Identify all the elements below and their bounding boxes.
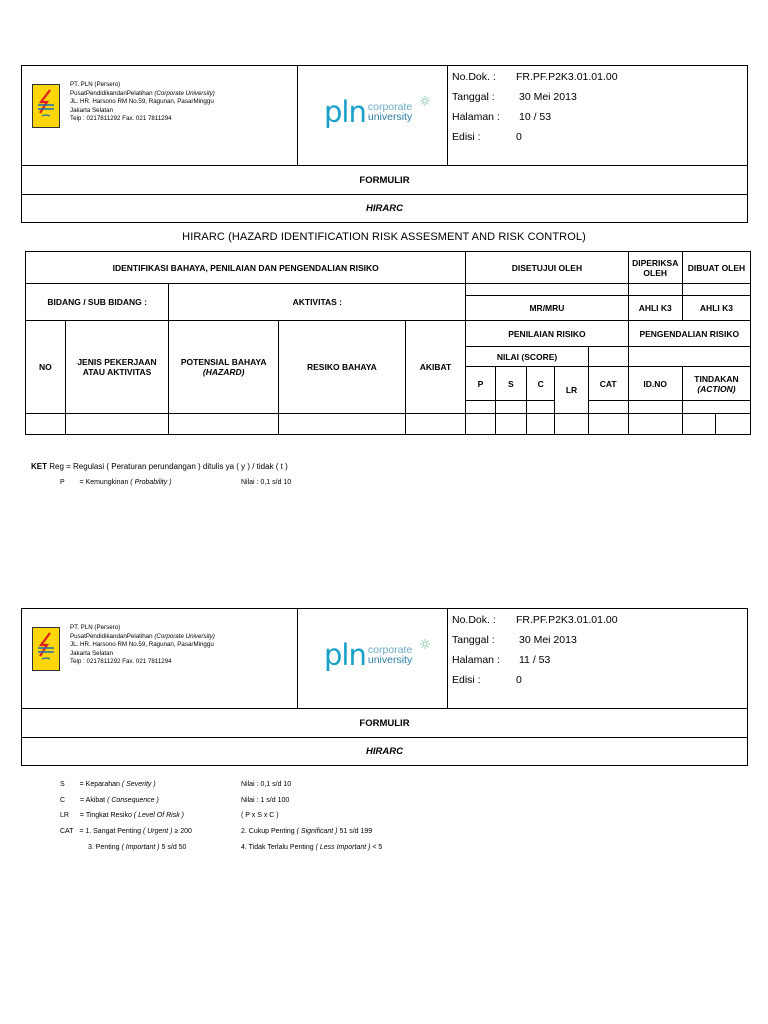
ket-s-key: S bbox=[60, 781, 65, 788]
col-lr: LR bbox=[555, 367, 588, 414]
ket-p-key: P bbox=[60, 479, 65, 486]
company-unit: PusatPendidikandanPelatihan bbox=[70, 632, 153, 640]
no-dok-value: FR.PF.P2K3.01.01.00 bbox=[516, 71, 618, 83]
company-name: PT. PLN (Persero) bbox=[70, 624, 121, 631]
col-potensial-bahaya: POTENSIAL BAHAYA (HAZARD) bbox=[169, 321, 279, 414]
ahli-k3-label-2: AHLI K3 bbox=[682, 296, 750, 321]
company-info bbox=[22, 66, 298, 165]
pengendalian-risiko-header: PENGENDALIAN RISIKO bbox=[628, 321, 750, 347]
cell-tindakan-2[interactable] bbox=[716, 414, 751, 435]
ket-lr-key: LR bbox=[60, 812, 69, 819]
company-city: Jakarta Selatan bbox=[70, 649, 113, 657]
tanggal-label: Tanggal : bbox=[452, 91, 495, 103]
cell-p[interactable] bbox=[466, 414, 495, 435]
ket-reg-text: Reg = Regulasi ( Peraturan perundangan ) ditulis ya ( y ) / tidak ( t ) bbox=[49, 462, 288, 471]
halaman-value: 11 / 53 bbox=[519, 654, 551, 666]
halaman-value: 10 / 53 bbox=[519, 111, 552, 123]
form-name: HIRARC bbox=[22, 194, 747, 222]
ket-cat3-text: 3. Penting bbox=[88, 844, 122, 851]
halaman-label: Halaman : bbox=[452, 111, 500, 123]
company-city: Jakarta Selatan bbox=[70, 106, 113, 114]
ket-lr-text: = Tingkat Resiko bbox=[79, 812, 134, 819]
ket-label: KET bbox=[31, 462, 47, 471]
cell-akibat[interactable] bbox=[405, 414, 466, 435]
ket-cat-key: CAT bbox=[60, 828, 74, 835]
cell-id-no[interactable] bbox=[628, 414, 682, 435]
col-id-no: ID.NO bbox=[628, 367, 682, 401]
edisi-label: Edisi : bbox=[452, 674, 481, 686]
col-p: P bbox=[466, 367, 495, 401]
ket-cat bbox=[60, 828, 192, 835]
cell-c[interactable] bbox=[527, 414, 555, 435]
company-address: JL. HR. Harsono RM No.59, Ragunan, PasarMinggu bbox=[70, 641, 214, 649]
ket-cat2 bbox=[241, 828, 372, 835]
ket-c-text-en: ( Consequence ) bbox=[107, 797, 159, 804]
ket-cat2-range: 51 s/d 199 bbox=[337, 828, 373, 835]
document-meta bbox=[448, 609, 747, 708]
ket-cat2-en: ( Significant ) bbox=[296, 828, 338, 835]
ket-p bbox=[60, 479, 172, 486]
ket-cat3 bbox=[88, 844, 186, 851]
tanggal-label: Tanggal : bbox=[452, 634, 495, 646]
formulir-label: FORMULIR bbox=[359, 174, 410, 186]
diperiksa-header: DIPERIKSA OLEH bbox=[628, 252, 682, 284]
ket-cat3-range: 5 s/d 50 bbox=[159, 844, 187, 851]
tanggal-value: 30 Mei 2013 bbox=[519, 634, 577, 646]
ket-cat1-en: ( Urgent ) bbox=[142, 828, 173, 835]
ahli-k3-label-1: AHLI K3 bbox=[628, 296, 682, 321]
ket-s-text: = Keparahan bbox=[79, 781, 122, 788]
pln-logo-icon bbox=[32, 627, 60, 671]
ket-lr bbox=[60, 812, 184, 819]
ket-cat4 bbox=[241, 844, 382, 851]
company-phone: Telp : 0217811292 Fax. 021 7811294 bbox=[70, 658, 172, 666]
tanggal-value: 30 Mei 2013 bbox=[519, 91, 577, 103]
col-s: S bbox=[495, 367, 526, 401]
ket-c-range: Nilai : 1 s/d 100 bbox=[241, 797, 290, 804]
col-c: C bbox=[527, 367, 555, 401]
edisi-value: 0 bbox=[516, 674, 522, 686]
brand-sub-2: university bbox=[367, 111, 413, 123]
penilaian-risiko-header: PENILAIAN RISIKO bbox=[466, 321, 628, 347]
document-header-1 bbox=[21, 65, 748, 223]
sun-icon bbox=[420, 96, 430, 106]
ket-cat4-range: < 5 bbox=[370, 844, 383, 851]
company-address: JL. HR. Harsono RM No.59, Ragunan, PasarMinggu bbox=[70, 98, 214, 106]
ket-c bbox=[60, 797, 159, 804]
document-header-2 bbox=[21, 608, 748, 766]
brand-sub-2: university bbox=[367, 654, 413, 666]
ket-cat4-en: ( Less Important ) bbox=[315, 844, 371, 851]
ket-lr-text-en: ( Level Of Risk ) bbox=[133, 812, 184, 819]
table-row bbox=[26, 414, 751, 435]
company-unit-en: (Corporate University) bbox=[154, 632, 215, 640]
ket-p-text: = Kemungkinan bbox=[79, 479, 131, 486]
ket-cat2-text: 2. Cukup Penting bbox=[241, 828, 297, 835]
cell-resiko[interactable] bbox=[279, 414, 406, 435]
cell-no[interactable] bbox=[26, 414, 66, 435]
edisi-value: 0 bbox=[516, 131, 522, 143]
sun-icon bbox=[420, 639, 430, 649]
formulir-label: FORMULIR bbox=[359, 717, 410, 729]
brand-mark: pln bbox=[324, 95, 366, 129]
document-meta bbox=[448, 66, 747, 165]
no-dok-label: No.Dok. : bbox=[452, 614, 496, 626]
cell-cat[interactable] bbox=[588, 414, 628, 435]
brand-sub-1: corporate bbox=[367, 101, 413, 113]
mr-mru-label: MR/MRU bbox=[466, 296, 628, 321]
cell-jenis[interactable] bbox=[65, 414, 169, 435]
pln-corporate-university-logo bbox=[298, 66, 448, 165]
ket-p-text-en: ( Probability ) bbox=[130, 479, 172, 486]
ket-cat1-range: ≥ 200 bbox=[172, 828, 192, 835]
brand-sub-1: corporate bbox=[367, 644, 413, 656]
form-name: HIRARC bbox=[22, 737, 747, 765]
ket-cat4-text: 4. Tidak Terlalu Penting bbox=[241, 844, 316, 851]
col-jenis-pekerjaan: JENIS PEKERJAAN ATAU AKTIVITAS bbox=[65, 321, 169, 414]
ket-cat3-en: ( Important ) bbox=[121, 844, 160, 851]
disetujui-header: DISETUJUI OLEH bbox=[466, 252, 628, 284]
ket-cat1-text: = 1. Sangat Penting bbox=[79, 828, 143, 835]
ket-p-range: Nilai : 0,1 s/d 10 bbox=[241, 479, 292, 486]
col-no: NO bbox=[26, 321, 66, 414]
col-cat: CAT bbox=[588, 367, 628, 401]
dibuat-header: DIBUAT OLEH bbox=[682, 252, 750, 284]
ket-s-range: Nilai : 0,1 s/d 10 bbox=[241, 781, 292, 788]
ket-s bbox=[60, 781, 156, 788]
identifikasi-header: IDENTIFIKASI BAHAYA, PENILAIAN DAN PENGENDALIAN RISIKO bbox=[26, 252, 466, 284]
company-unit-en: (Corporate University) bbox=[154, 89, 215, 97]
col-resiko-bahaya: RESIKO BAHAYA bbox=[279, 321, 406, 414]
cell-potensial[interactable] bbox=[169, 414, 279, 435]
ket-lr-range: ( P x S x C ) bbox=[241, 812, 279, 819]
company-name: PT. PLN (Persero) bbox=[70, 81, 121, 88]
halaman-label: Halaman : bbox=[452, 654, 500, 666]
company-phone: Telp : 0217811292 Fax. 021 7811294 bbox=[70, 115, 172, 123]
col-akibat: AKIBAT bbox=[405, 321, 466, 414]
hirarc-table bbox=[25, 251, 751, 435]
pln-corporate-university-logo bbox=[298, 609, 448, 708]
pln-logo-icon bbox=[32, 84, 60, 128]
cell-lr[interactable] bbox=[555, 414, 588, 435]
no-dok-label: No.Dok. : bbox=[452, 71, 496, 83]
ket-c-text: = Akibat bbox=[80, 797, 108, 804]
bidang-label: BIDANG / SUB BIDANG : bbox=[26, 284, 169, 321]
col-tindakan: TINDAKAN (ACTION) bbox=[682, 367, 750, 401]
nilai-score-header: NILAI (SCORE) bbox=[466, 347, 588, 367]
ket-reg bbox=[31, 462, 288, 471]
aktivitas-label: AKTIVITAS : bbox=[169, 284, 466, 321]
brand-mark: pln bbox=[324, 638, 366, 672]
cell-tindakan-1[interactable] bbox=[682, 414, 715, 435]
ket-s-text-en: ( Severity ) bbox=[121, 781, 156, 788]
company-info bbox=[22, 609, 298, 708]
ket-c-key: C bbox=[60, 797, 66, 804]
no-dok-value: FR.PF.P2K3.01.01.00 bbox=[516, 614, 618, 626]
cell-s[interactable] bbox=[495, 414, 526, 435]
company-unit: PusatPendidikandanPelatihan bbox=[70, 89, 153, 97]
edisi-label: Edisi : bbox=[452, 131, 481, 143]
page-title: HIRARC (HAZARD IDENTIFICATION RISK ASSESMENT AND RISK CONTROL) bbox=[182, 231, 586, 243]
